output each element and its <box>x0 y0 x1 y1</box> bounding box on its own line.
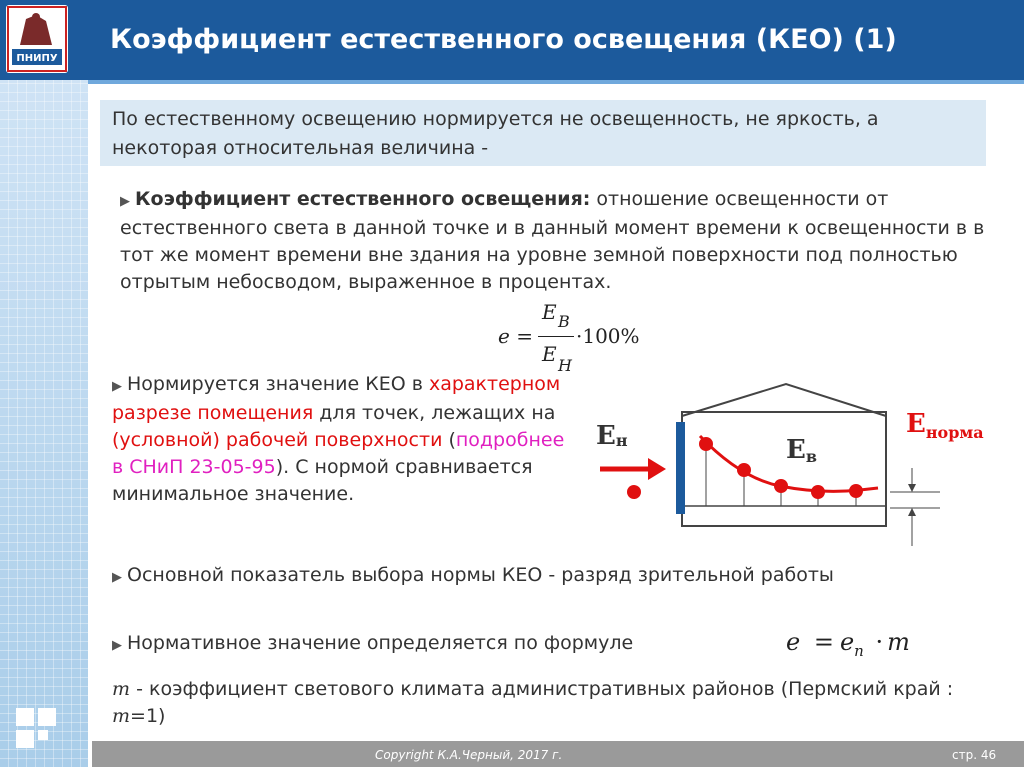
measure-point <box>811 485 825 499</box>
definition-term: Коэффициент естественного освещения: <box>135 188 591 210</box>
header-divider <box>0 80 1024 84</box>
normalized-text-4: ). С нормой сравнивается минимальное значение. <box>112 456 533 505</box>
basic-text: Основной показатель выбора нормы КЕО - разряд зрительной работы <box>127 564 834 586</box>
measure-point <box>849 484 863 498</box>
en-label: Eн <box>596 421 628 451</box>
room-section-diagram <box>590 378 1010 558</box>
norm-arrow-bottom-icon <box>908 508 916 516</box>
measure-point <box>774 479 788 493</box>
definition-text: отношение освещенности от естественного света в данной точке и в данный момент времени к освещенности в в тот же момент времени вне здания на уровне земной поверхности под полностью отрытым небосводом, выраженное в процентах. <box>120 188 985 293</box>
enorm-label: $E_{норма}$ <box>906 409 984 442</box>
formula2-m: m <box>887 628 910 656</box>
normalized-paragraph <box>112 371 572 508</box>
formula1-mult: ·100% <box>576 324 640 348</box>
formula2-lhs: e <box>786 628 801 656</box>
decor-squares-icon <box>16 708 58 750</box>
room-outline <box>682 412 886 526</box>
norm-formula <box>786 628 910 660</box>
left-decor-bar <box>0 80 88 767</box>
normalized-highlight-section: характерном разрезе помещения <box>112 373 561 424</box>
measure-point <box>699 437 713 451</box>
formula1-num-sub: B <box>558 312 570 331</box>
formula2-sub: n <box>854 641 864 660</box>
normval-text: Нормативное значение определяется по формуле <box>127 632 634 654</box>
university-logo <box>6 5 68 73</box>
m-symbol-2: m <box>112 705 131 727</box>
bullet-icon: ▶ <box>112 570 122 585</box>
page-title: Коэффициент естественного освещения (КЕО) (1) <box>110 24 897 55</box>
formula2-dot: · <box>875 628 884 656</box>
climate-coefficient-paragraph <box>112 676 992 730</box>
bullet-icon: ▶ <box>112 638 122 653</box>
normalized-text-3: ( <box>442 429 456 451</box>
formula2-e: e <box>839 628 855 656</box>
callout-text: По естественному освещению нормируется не освещенность, не яркость, а некоторая относительная величина - <box>112 108 879 159</box>
norm-arrow-top-icon <box>908 484 916 492</box>
normalized-text-2: для точек, лежащих на <box>313 402 556 424</box>
normative-value-paragraph <box>112 630 812 659</box>
snip-reference-link[interactable]: подробнее в СНиП 23-05-95 <box>112 429 565 478</box>
m-symbol: m <box>112 678 131 700</box>
page-number: стр. 46 <box>952 748 997 762</box>
window-element <box>676 422 685 514</box>
copyright-text: Copyright К.А.Черный, 2017 г. <box>375 748 563 762</box>
definition-paragraph <box>120 186 1000 296</box>
formula2-eq: = <box>813 628 834 656</box>
formula1-den-sub: H <box>558 356 572 375</box>
bullet-icon: ▶ <box>112 379 122 394</box>
mline-tail: =1) <box>130 705 166 727</box>
formula1-den: E <box>542 342 557 366</box>
arrow-en-head-icon <box>648 458 666 480</box>
ev-label: Eв <box>786 435 817 466</box>
keo-formula <box>498 300 668 380</box>
formula1-lhs: e = <box>498 324 533 348</box>
measure-point <box>737 463 751 477</box>
mline-text: - коэффициент светового климата административных районов (Пермский край : <box>130 678 954 700</box>
normalized-highlight-surface: (условной) рабочей поверхности <box>112 429 443 451</box>
bullet-icon: ▶ <box>120 194 130 209</box>
formula1-fraction-bar <box>538 336 574 337</box>
outside-point <box>627 485 641 499</box>
logo-text: ПНИПУ <box>16 53 58 64</box>
formula1-num: E <box>542 300 557 324</box>
basic-indicator-paragraph <box>112 562 992 591</box>
normalized-text-1: Нормируется значение КЕО в <box>127 373 429 395</box>
